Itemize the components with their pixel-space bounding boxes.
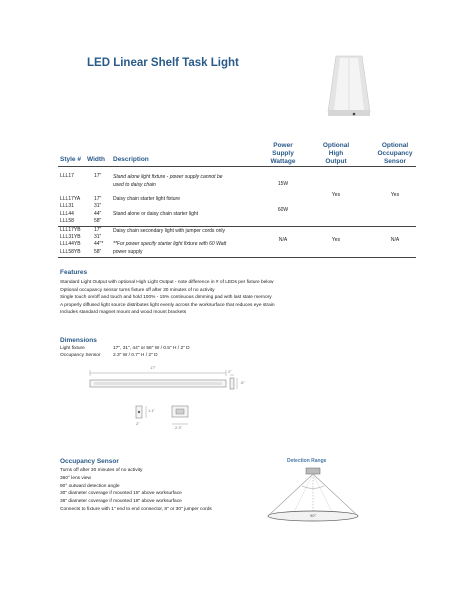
feature-item: Optional occupancy sensor turns fixture off after 30 minutes of no activity xyxy=(60,287,215,293)
table-row-style: LLL17YB xyxy=(60,227,81,233)
table-row-width: 58" xyxy=(94,249,102,255)
table-row-description: Daisy chain starter light fixture xyxy=(113,196,180,202)
sensor-icon xyxy=(353,113,356,116)
dimension-value: 17", 31", 44" or 58" W / 0.5" H / 2" D xyxy=(113,346,190,351)
table-group-rule xyxy=(58,226,416,227)
detection-range-title: Detection Range xyxy=(287,458,327,464)
table-row-width: 44" xyxy=(94,211,102,217)
table-row-description: Stand alone light fixture - power supply cannot be used to daisy chain xyxy=(113,174,223,188)
feature-item: Single touch on/off and touch and hold 100% - 15% continuous dimming pad with last state memory xyxy=(60,295,272,301)
header-high-output: Optional High Output xyxy=(322,142,350,165)
detection-angle-label: 90° xyxy=(310,513,317,518)
table-row-width: 17" xyxy=(94,196,102,202)
table-row-width: 31" xyxy=(94,234,102,240)
occupancy-list xyxy=(60,467,212,514)
table-row-style: LLL17 xyxy=(60,173,74,179)
occupancy-item: Connects to fixture with 1" end to end connector, 8" or 30" jumper cords xyxy=(60,506,212,512)
occupancy-item: Turns off after 30 minutes of no activity xyxy=(60,468,143,473)
feature-item: Standard Light Output with optional High Light Output - note difference in # of LEDs per fixture below xyxy=(60,280,274,285)
occupancy-item: 30" diameter coverage if mounted 15" above worksurface xyxy=(60,491,182,497)
table-row-description: Daisy chain secondary light with jumper cords only xyxy=(113,228,225,234)
header-occupancy: Optional Occupancy Sensor xyxy=(377,142,413,165)
table-row-style: LLL58 xyxy=(60,218,74,224)
occupancy-heading: Occupancy Sensor xyxy=(60,458,119,465)
occupancy-item: 36" diameter coverage if mounted 18" above worksurface xyxy=(60,499,182,505)
high-output-value: Yes xyxy=(331,192,341,198)
feature-item: Includes standard magnet mount and wood mount brackets xyxy=(60,310,187,316)
sensor-depth-label: 2" xyxy=(136,421,140,426)
table-row-style: LLL44 xyxy=(60,211,74,217)
page-title: LED Linear Shelf Task Light xyxy=(87,57,239,69)
features-heading: Features xyxy=(60,269,88,276)
features-list xyxy=(60,279,275,317)
high-output-value: Yes xyxy=(331,237,341,243)
table-row-description: **For power specify starter light fixture with 60 Watt xyxy=(113,241,227,247)
table-row-style: LLL31YB xyxy=(60,234,81,240)
header-power: Power Supply Wattage xyxy=(270,142,296,165)
table-row-description: power supply xyxy=(113,249,143,255)
header-width: Width xyxy=(87,156,105,163)
table-row-style: LLL44YB xyxy=(60,241,81,247)
header-description: Description xyxy=(113,156,149,163)
occupancy-value: N/A xyxy=(390,237,400,243)
occupancy-value: Yes xyxy=(390,192,400,198)
power-wattage-value: 15W xyxy=(277,181,289,187)
table-row-style: LLL58YB xyxy=(60,249,81,255)
table-row-width: 17" xyxy=(94,227,102,233)
table-row-style: LLL17YA xyxy=(60,196,81,202)
power-wattage-value: N/A xyxy=(278,237,288,243)
dimension-top-label: 17" xyxy=(150,365,156,370)
power-wattage-value: 60W xyxy=(277,207,289,213)
light-fixture-image xyxy=(322,52,374,124)
dimension-value: 2.3" W / 0.7" H / 2" D xyxy=(113,353,158,358)
dimension-label: Light fixture xyxy=(60,346,85,351)
dimension-height-label: .5" xyxy=(240,380,245,385)
table-bottom-rule xyxy=(58,257,416,258)
table-row-width: 44"* xyxy=(94,241,104,247)
header-style: Style # xyxy=(60,156,81,163)
occupancy-item: 360° lens view xyxy=(60,475,91,481)
dimension-label: Occupancy Sensor xyxy=(60,353,101,358)
table-row-width: 58" xyxy=(94,218,102,224)
table-row-width: 31" xyxy=(94,203,102,209)
table-row-description: Stand alone or daisy chain starter light xyxy=(113,211,199,217)
table-row-width: 17" xyxy=(94,173,102,179)
dimension-drawing xyxy=(84,366,254,438)
dimensions-heading: Dimensions xyxy=(60,337,97,344)
dimension-depth-label: 2" xyxy=(228,369,232,374)
sensor-width-label: 2.3" xyxy=(175,425,182,430)
occupancy-item: 90° outward detection angle xyxy=(60,483,120,489)
feature-item: A properly diffused light source distributes light evenly across the worksurface that reduces eye strain xyxy=(60,302,275,308)
table-header-rule xyxy=(58,166,416,167)
sensor-height-label: 1.1" xyxy=(148,408,155,413)
table-row-style: LLL31 xyxy=(60,203,74,209)
